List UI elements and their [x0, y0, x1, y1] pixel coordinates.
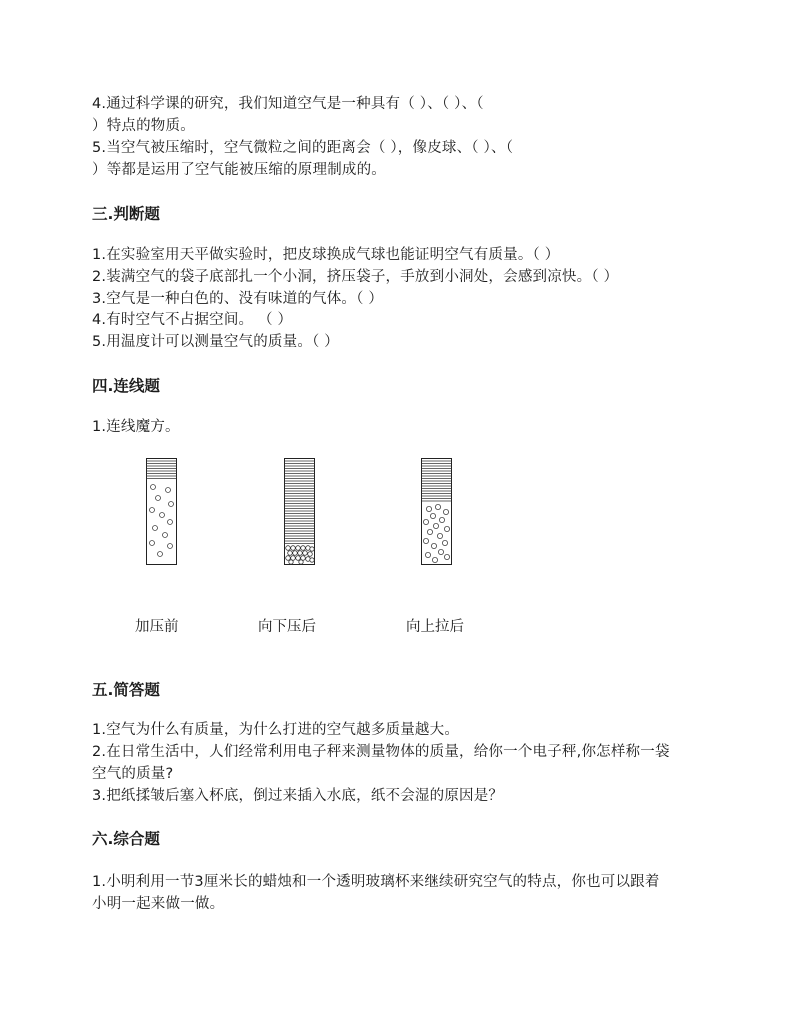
q5-fill-line-1: 5.当空气被压缩时，空气微粒之间的距离会（ ），像皮球、（ ）、（ [92, 140, 514, 156]
q4-fill-line-2: ）特点的物质。 [92, 118, 195, 134]
judgement-item-3: 3.空气是一种白色的、没有味道的气体。（ ） [92, 291, 384, 307]
caption-pressed-down: 向下压后 [258, 619, 316, 635]
syringe-before-compression [146, 458, 178, 566]
short-answer-3: 3.把纸揉皱后塞入杯底，倒过来插入水底，纸不会湿的原因是？ [92, 788, 504, 804]
matching-question-1: 1.连线魔方。 [92, 419, 180, 435]
judgement-item-5: 5.用温度计可以测量空气的质量。（ ） [92, 334, 339, 350]
short-answer-2-line-1: 2.在日常生活中，人们经常利用电子秤来测量物体的质量，给你一个电子秤,你怎样称一袋 [92, 744, 670, 760]
short-answer-1: 1.空气为什么有质量，为什么打进的空气越多质量越大。 [92, 722, 460, 738]
syringe-pulled-up [421, 458, 453, 566]
section-matching-title: 四.连线题 [92, 377, 160, 395]
judgement-item-2: 2.装满空气的袋子底部扎一个小洞，挤压袋子，手放到小洞处，会感到凉快。（ ） [92, 269, 619, 285]
comprehensive-1-line-2: 小明一起来做一做。 [92, 896, 225, 912]
q4-fill-line-1: 4.通过科学课的研究，我们知道空气是一种具有（ ）、（ ）、（ [92, 96, 484, 112]
comprehensive-1-line-1: 1.小明利用一节3厘米长的蜡烛和一个透明玻璃杯来继续研究空气的特点，你也可以跟着 [92, 874, 660, 890]
short-answer-2-line-2: 空气的质量? [92, 766, 174, 782]
q5-fill-line-2: ）等都是运用了空气能被压缩的原理制成的。 [92, 162, 386, 178]
judgement-item-4: 4.有时空气不占据空间。 （ ） [92, 312, 293, 328]
section-comprehensive-title: 六.综合题 [92, 830, 160, 848]
syringe-pressed-down [284, 458, 316, 566]
section-short-answer-title: 五.简答题 [92, 681, 160, 699]
caption-before-compression: 加压前 [135, 619, 179, 635]
section-judgement-title: 三.判断题 [92, 205, 160, 223]
judgement-item-1: 1.在实验室用天平做实验时，把皮球换成气球也能证明空气有质量。（ ） [92, 247, 560, 263]
caption-pulled-up: 向上拉后 [406, 619, 464, 635]
